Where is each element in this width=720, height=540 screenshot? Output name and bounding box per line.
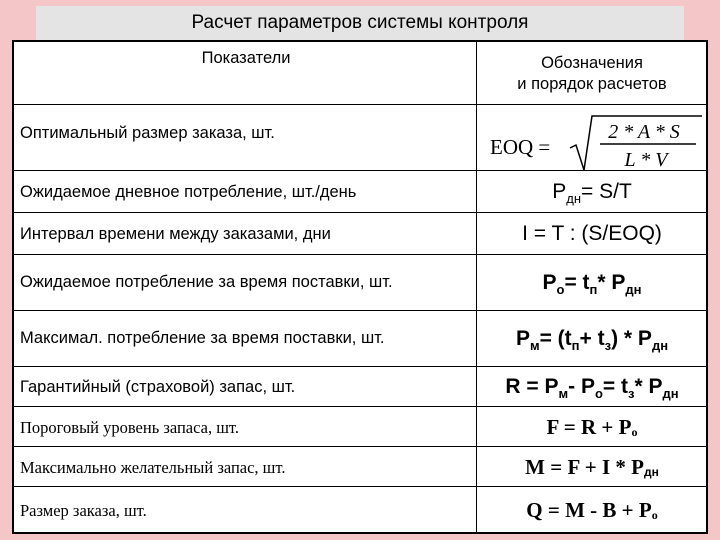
row-label-order-size: Размер заказа, шт. bbox=[20, 500, 147, 520]
formula-expected-lead-consumption: Р о = t п * Р дн bbox=[542, 271, 642, 297]
header-notation: Обозначения и порядок расчетов bbox=[517, 54, 667, 93]
row-label-reorder-point: Пороговый уровень запаса, шт. bbox=[20, 417, 240, 437]
svg-text:EOQ =: EOQ = bbox=[490, 135, 551, 159]
parameters-table bbox=[12, 40, 708, 534]
eoq-formula bbox=[484, 110, 706, 176]
row-label-order-interval: Интервал времени между заказами, дни bbox=[20, 224, 331, 243]
row-label-daily-consumption: Ожидаемое дневное потребление, шт./день bbox=[20, 182, 357, 201]
svg-text:L * V: L * V bbox=[624, 149, 668, 171]
row-divider bbox=[14, 254, 706, 255]
row-divider bbox=[14, 406, 706, 407]
svg-text:2 * A * S: 2 * A * S bbox=[608, 121, 680, 143]
row-label-expected-lead-consumption: Ожидаемое потребление за время поставки, шт. bbox=[20, 272, 393, 291]
column-divider bbox=[476, 42, 477, 532]
row-divider bbox=[14, 446, 706, 447]
row-label-safety-stock: Гарантийный (страховой) запас, шт. bbox=[20, 377, 296, 396]
formula-safety-stock: R = Р м - Р о = t з * Р дн bbox=[505, 375, 679, 401]
slide-title: Расчет параметров системы контроля bbox=[36, 6, 684, 40]
row-label-optimal-order: Оптимальный размер заказа, шт. bbox=[20, 123, 275, 142]
formula-order-size: Q = M - B + Р о bbox=[526, 497, 658, 522]
row-label-max-lead-consumption: Максимал. потребление за время поставки, шт. bbox=[20, 328, 385, 347]
row-divider bbox=[14, 366, 706, 367]
row-divider bbox=[14, 310, 706, 311]
row-divider bbox=[14, 212, 706, 213]
formula-order-interval: I = T : (S/EOQ) bbox=[522, 222, 662, 245]
row-divider bbox=[14, 104, 706, 105]
formula-max-lead-consumption: Р м = (t п + t з ) * Р дн bbox=[515, 327, 669, 353]
row-label-max-desired-stock: Максимально желательный запас, шт. bbox=[20, 457, 286, 477]
formula-max-desired-stock: M = F + I * Р дн bbox=[525, 454, 659, 479]
header-indicators: Показатели bbox=[201, 49, 291, 67]
row-divider bbox=[14, 486, 706, 487]
formula-reorder-point: F = R + Р о bbox=[546, 414, 638, 439]
formula-daily-consumption: Р дн = S/T bbox=[552, 180, 632, 206]
